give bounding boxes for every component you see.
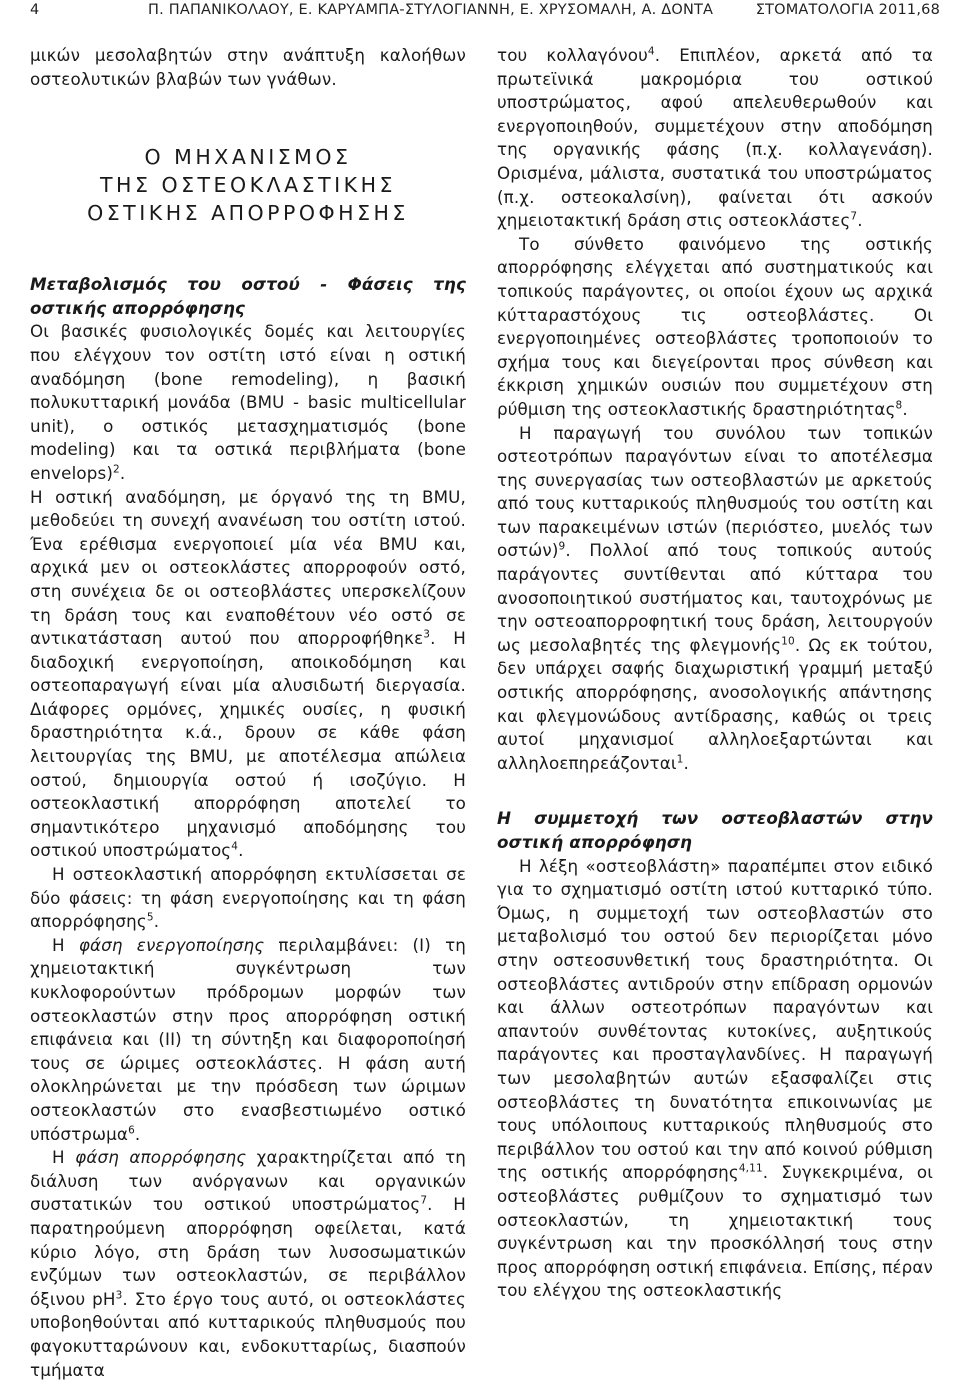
reference: 4,11 <box>738 1162 763 1175</box>
subheading: Η συμμετοχή των οστεοβλαστών στην οστική απορρόφηση <box>497 808 933 852</box>
reference: 1 <box>676 753 684 766</box>
section-title-line: ΤΗΣ ΟΣΤΕΟΚΛΑΣΤΙΚΗΣ <box>100 173 396 198</box>
section-title <box>30 143 466 227</box>
reference: 5 <box>146 911 154 924</box>
reference: 3 <box>423 628 431 641</box>
paragraph-continued: μικών μεσολαβητών στην ανάπτυξη καλοήθων οστεολυτικών βλαβών των γνάθων. <box>30 45 466 89</box>
paragraph: Η παραγωγή του συνόλου των τοπικών οστεοτρόπων παραγόντων είναι το αποτέλεσμα της συνεργασίας των οστεοβλαστών με αρκετούς από τους κυτταρικούς πληθυσμούς του οστίτη και των παρακειμένων ιστών (περιόστεο, μυελός των οστών)$^9$. Πολλοί από τους τοπικούς αυτούς παράγοντες συντίθενται από κύτταρα του ανοσοποιητικού συστήματος και, ταυτοχρόνως με την οστεοαπορροφητική τους δράση, λειτουργούν ως μεσολαβητές της φλεγμονής$^{10}$. Ως εκ τούτου, δεν υπάρχει σαφής διαχωριστική γραμμή μεταξύ οστικής απορρόφησης, ανοσολογικής απάντησης και φλεγμονώδους αντίδρασης, καθώς οι τρεις αυτοί μηχανισμοί αλληλοεξαρτώνται και αλληλοεπηρεάζονται$^1$. <box>497 422 933 773</box>
reference: 9 <box>558 540 566 553</box>
paragraph: Η φάση ενεργοποίησης περιλαμβάνει: (Ι) τη χημειοτακτική συγκέντρωση των κυκλοφορούντων πρόδρομων μορφών των οστεοκλαστών στην προς απορρόφηση οστική επιφάνεια και (ΙΙ) τη σύντηξη και διαφοροποίησή τους σε ώριμες οστεοκλάστες. Η φάση αυτή ολοκληρώνεται με την πρόσδεση των ώριμων οστεοκλαστών στο ενασβεστιωμένο οστικό υπόστρωμα$^6$. <box>30 934 466 1144</box>
subheading: Μεταβολισμός του οστού - Φάσεις της οστικής απορρόφησης <box>30 274 466 318</box>
reference: 7 <box>420 1194 428 1207</box>
left-column <box>30 44 466 1382</box>
reference: 4 <box>231 840 239 853</box>
paragraph: Οι βασικές φυσιολογικές δομές και λειτουργίες που ελέγχουν τον οστίτη ιστό είναι η οστική αναδόμηση (bone remodeling), η βασική πολυκυτταρική μονάδα (BMU - basic multicellular unit), ο οστικός μετασχηματισμός (bone modeling) και τα οστικά περιβλήματα (bone envelops)$^2$. <box>30 321 466 483</box>
reference: 7 <box>850 210 858 223</box>
paragraph: Η οστική αναδόμηση, με όργανό της τη BMU, μεθοδεύει τη συνεχή ανανέωση του οστίτη ιστού. Ένα ερέθισμα ενεργοποιεί μία νέα BMU και, αρχικά μεν οι οστεοκλάστες απορροφούν οστό, στη συνέχεια δε οι οστεοβλάστες υπερσκελίζουν τη δράση τους και εναποθέτουν νέο οστό σε αντικατάσταση αυτού που απορροφήθηκε$^3$. Η διαδοχική ενεργοποίηση, αποικοδόμηση και οστεοπαραγωγή είναι μία αλυσιδωτή διεργασία. Διάφορες ορμόνες, χημικές ουσίες, η φυσική δραστηριότητα κ.ά., δρουν σε κάθε φάση λειτουργίας της BMU, με αποτέλεσμα απώλεια οστού, δημιουργία οστού ή ισοζύγιο. Η οστεοκλαστική απορρόφηση αποτελεί το σημαντικότερο μηχανισμό αποδόμησης του οστικού υποστρώματος$^4$. <box>30 486 467 861</box>
reference: 8 <box>895 399 903 412</box>
reference: 10 <box>781 635 795 648</box>
emphasis: φάση ενεργοποίησης <box>78 934 265 955</box>
page-number: 4 <box>30 2 40 18</box>
paragraph: Το σύνθετο φαινόμενο της οστικής απορρόφησης ελέγχεται από συστηματικούς και τοπικούς παράγοντες, οι οποίοι έχουν ως αρχικά κύτταραστόχους τις οστεοβλάστες. Οι ενεργοποιημένες οστεοβλάστες τροποποιούν το σχήμα τους και διεγείρονται προς σύνθεση και έκκριση χημικών ουσιών που συμμετέχουν στη ρύθμιση της οστεοκλαστικής δραστηριότητας$^8$. <box>497 233 933 419</box>
emphasis: φάση απορρόφησης <box>75 1147 247 1168</box>
paragraph: Η φάση απορρόφησης χαρακτηρίζεται από τη διάλυση των ανόργανων και οργανικών συστατικών του οστικού υποστρώματος$^7$. Η παρατηρούμενη απορρόφηση οφείλεται, κατά κύριο λόγο, στη δράση των λυσοσωματικών ενζύμων των οστεοκλαστών, σε περιβάλλον όξινου $pH^3$. Στο έργο τους αυτό, οι οστεοκλάστες υποβοηθούνται από κυτταρικούς πληθυσμούς που φαγοκυτταρώνουν και, ενδοκυτταρίως, διασπούν τμήματα <box>30 1147 466 1380</box>
header-journal: ΣΤΟΜΑΤΟΛΟΓΙΑ 2011,68 <box>755 2 940 18</box>
paragraph-continued: του κολλαγόνου$^4$. Επιπλέον, αρκετά από τα πρωτεϊνικά μακρομόρια του οστικού υποστρώματος, αφού απελευθερωθούν και ενεργοποιηθούν, συμμετέχουν στην αποδόμηση της οργανικής φάσης (π.χ. κολλαγενάση). Ορισμένα, μάλιστα, συστατικά του υποστρώματος (π.χ. οστεοκαλσίνη), φαίνεται ότι ασκούν χημειοτακτική δράση στις οστεοκλάστες$^7$. <box>497 45 933 231</box>
reference: 4 <box>647 45 655 58</box>
right-column <box>497 44 933 1303</box>
paragraph: Η οστεοκλαστική απορρόφηση εκτυλίσσεται σε δύο φάσεις: τη φάση ενεργοποίησης και τη φάση απορρόφησης$^5$. <box>30 864 466 932</box>
section-title-line: Ο ΜΗΧΑΝΙΣΜΟΣ <box>144 145 352 170</box>
paragraph: Η λέξη «οστεοβλάστη» παραπέμπει στον ειδικό για το σχηματισμό οστίτη ιστού κυτταρικό τύπο. Όμως, η συμμετοχή των οστεοβλαστών στο μεταβολισμό του οστού δεν περιορίζεται μόνο στην οστεοσυνθετική τους δραστηριότητα. Οι οστεοβλάστες αντιδρούν στην επίδραση ορμονών και άλλων οστεοτρόπων παραγόντων και απαντούν συνθέτοντας κυτοκίνες, αυξητικούς παράγοντες και προσταγλανδίνες. Η παραγωγή των μεσολαβητών αυτών εξασφαλίζει στις οστεοβλάστες τη δυνατότητα επικοινωνίας με τους υπόλοιπους κυτταρικούς πληθυσμούς στο περιβάλλον του οστού και την από κοινού ρύθμιση της οστικής απορρόφησης$^{4,11}$. Συγκεκριμένα, οι οστεοβλάστες ρυθμίζουν το σχηματισμό των οστεοκλαστών, τη χημειοτακτική τους συγκέντρωση και την προσκόλλησή τους στην προς απορρόφηση οστική επιφάνεια. Επίσης, πέραν του ελέγχου της οστεοκλαστικής <box>497 855 933 1301</box>
reference: 3 <box>115 1289 123 1302</box>
reference: 2 <box>112 463 120 476</box>
running-header <box>30 2 940 24</box>
header-authors: Π. ΠΑΠΑΝΙΚΟΛΑΟΥ, Ε. ΚΑΡΥΑΜΠΑ-ΣΤΥΛΟΓΙΑΝΝΗ, Ε. ΧΡΥΣΟΜΑΛΗ, Α. ΔΟΝΤΑ <box>148 2 714 18</box>
section-title-line: ΟΣΤΙΚΗΣ ΑΠΟΡΡΟΦΗΣΗΣ <box>87 201 409 226</box>
reference: 6 <box>128 1124 135 1136</box>
